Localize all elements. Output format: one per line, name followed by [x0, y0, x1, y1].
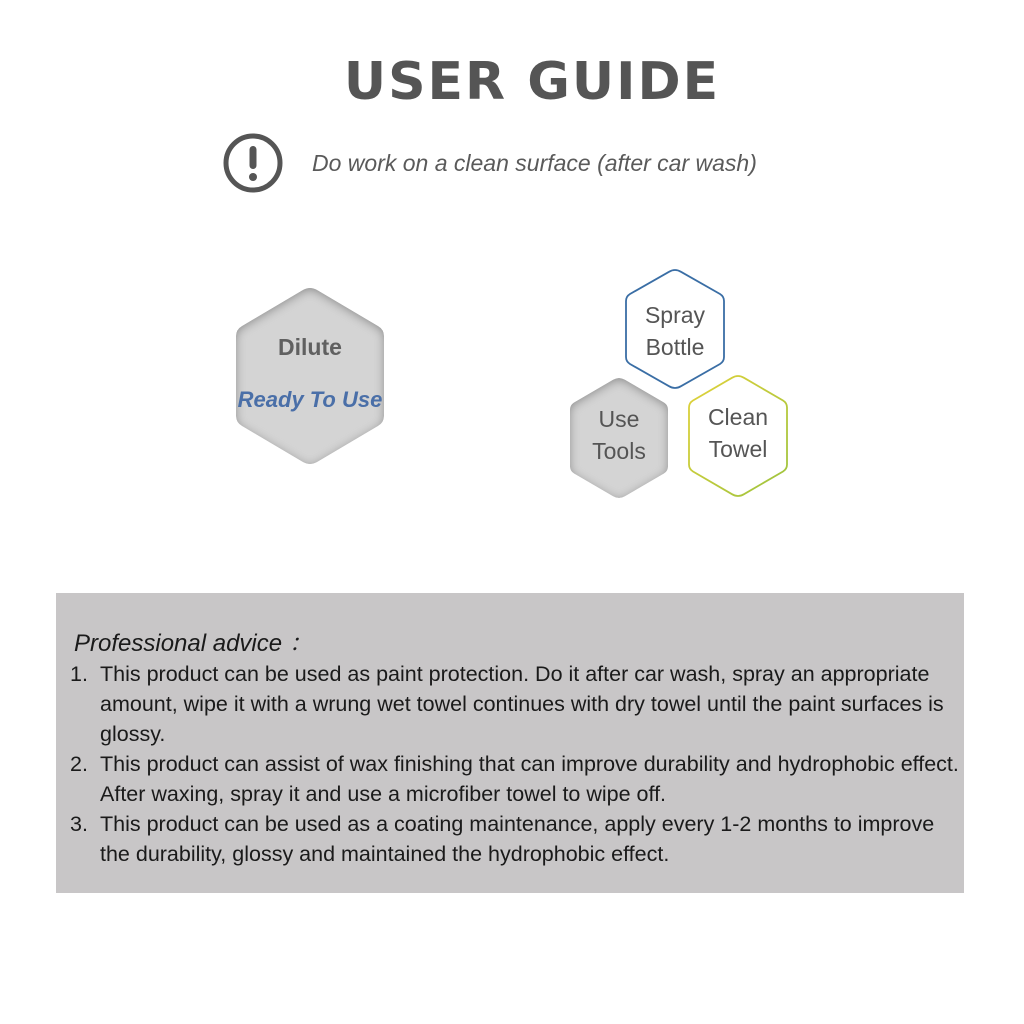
use-tools-hexagon [566, 376, 672, 500]
list-item [70, 749, 960, 809]
ready-to-use-label: Ready To Use [237, 387, 383, 412]
list-item [70, 659, 960, 749]
item-text: This product can be used as paint protection. Do it after car wash, spray an appropriate amount, wipe it with a wrung wet towel continues with dry towel until the paint surfaces is glossy. [100, 662, 944, 746]
dilute-hexagon [234, 286, 386, 466]
advice-title: Professional advice ： [74, 630, 313, 657]
bottle-label: Bottle [645, 334, 705, 360]
item-number: 1. [70, 662, 88, 686]
notice-text: Do work on a clean surface (after car wash) [312, 150, 757, 176]
item-number: 3. [70, 812, 88, 836]
hexagon-shape [234, 286, 386, 466]
exclamation-circle-icon [222, 132, 284, 194]
towel-label: Towel [708, 436, 768, 462]
item-text: This product can be used as a coating maintenance, apply every 1-2 months to improve the durability, glossy and maintained the hydrophobic effect. [100, 812, 935, 866]
use-label: Use [598, 406, 640, 432]
clean-label: Clean [707, 404, 769, 430]
dilute-label: Dilute [278, 334, 342, 360]
list-item [70, 809, 960, 869]
notice [222, 132, 842, 194]
hexagon-outline [623, 268, 727, 390]
page-title: USER GUIDE [343, 52, 721, 112]
tools-label: Tools [592, 438, 646, 464]
professional-advice-panel [56, 593, 964, 893]
item-text: This product can assist of wax finishing that can improve durability and hydrophobic effect. After waxing, spray it and use a microfiber towel to wipe off. [100, 752, 959, 806]
clean-towel-hexagon [685, 374, 791, 498]
spray-label: Spray [644, 302, 706, 328]
item-number: 2. [70, 752, 88, 776]
advice-list [70, 659, 960, 869]
spray-bottle-hexagon [623, 268, 727, 390]
